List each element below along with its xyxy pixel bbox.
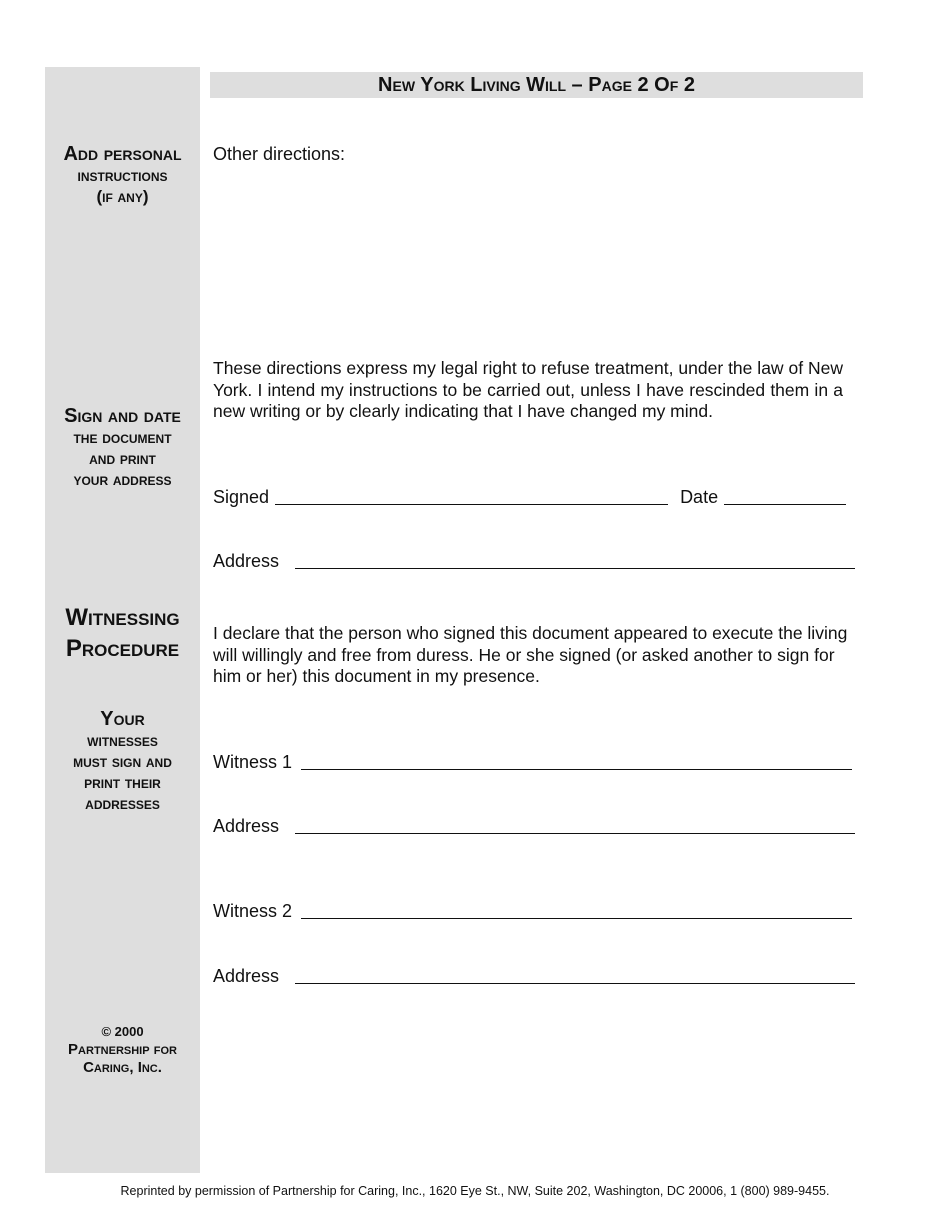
section-label-line: the document xyxy=(73,428,172,447)
signed-label: Signed xyxy=(213,487,270,507)
copyright-line: Partnership for xyxy=(68,1041,177,1058)
section-label-line: (if any) xyxy=(96,187,149,206)
section-label-personal-instructions xyxy=(45,144,200,207)
signature-line[interactable] xyxy=(275,504,668,505)
witness1-signature-line[interactable] xyxy=(301,769,852,770)
section-label-line: addresses xyxy=(85,794,160,813)
section-label-witnessing-procedure xyxy=(45,602,200,664)
reprint-footer: Reprinted by permission of Partnership for Caring, Inc., 1620 Eye St., NW, Suite 202, Washington, DC 20006, 1 (800) 989-9455. xyxy=(120,1184,830,1198)
witness1-label: Witness 1 xyxy=(213,752,293,772)
section-label-line: witnesses xyxy=(87,731,158,750)
witness1-address-label: Address xyxy=(213,816,280,836)
address-label: Address xyxy=(213,551,280,571)
date-line[interactable] xyxy=(724,504,846,505)
section-label-line: Sign and date xyxy=(64,405,181,427)
other-directions-label: Other directions: xyxy=(213,144,346,164)
address-line[interactable] xyxy=(295,568,855,569)
page-title: New York Living Will – Page 2 Of 2 xyxy=(210,72,863,98)
copyright-line: Caring, Inc. xyxy=(83,1059,162,1076)
section-label-line: and print xyxy=(89,449,156,468)
witness2-address-field[interactable] xyxy=(213,965,855,987)
copyright-year: © 2000 xyxy=(101,1024,144,1039)
address-field[interactable] xyxy=(213,550,855,572)
legal-statement: These directions express my legal right to refuse treatment, under the law of New York. I intend my instructions to be carried out, unless I have rescinded them in a new writing or by clearly indicating that I have changed my mind. xyxy=(213,358,843,421)
witness2-address-line[interactable] xyxy=(295,983,855,984)
date-label: Date xyxy=(680,487,719,507)
witness2-signature-line[interactable] xyxy=(301,918,852,919)
section-label-line: your address xyxy=(73,470,172,489)
signature-field[interactable] xyxy=(213,486,846,508)
section-label-line: print their xyxy=(84,773,161,792)
witness1-address-field[interactable] xyxy=(213,815,855,837)
section-label-line: Your xyxy=(100,708,145,730)
section-label-witnesses-must-sign xyxy=(45,709,200,814)
witness-declaration: I declare that the person who signed this document appeared to execute the living will willingly and free from duress. He or she signed (or asked another to sign for him or her) this document in my presence. xyxy=(213,623,848,686)
witness2-address-label: Address xyxy=(213,966,280,986)
witness1-address-line[interactable] xyxy=(295,833,855,834)
witness1-field[interactable] xyxy=(213,751,852,773)
section-label-line: Add personal xyxy=(63,143,182,165)
section-label-line: Procedure xyxy=(65,635,180,662)
section-label-sign-and-date xyxy=(45,406,200,490)
copyright-notice xyxy=(45,1023,200,1077)
witness2-field[interactable] xyxy=(213,900,852,922)
section-label-line: must sign and xyxy=(73,752,172,771)
witness2-label: Witness 2 xyxy=(213,901,293,921)
section-label-line: instructions xyxy=(77,166,168,185)
section-label-line: Witnessing xyxy=(65,604,180,631)
